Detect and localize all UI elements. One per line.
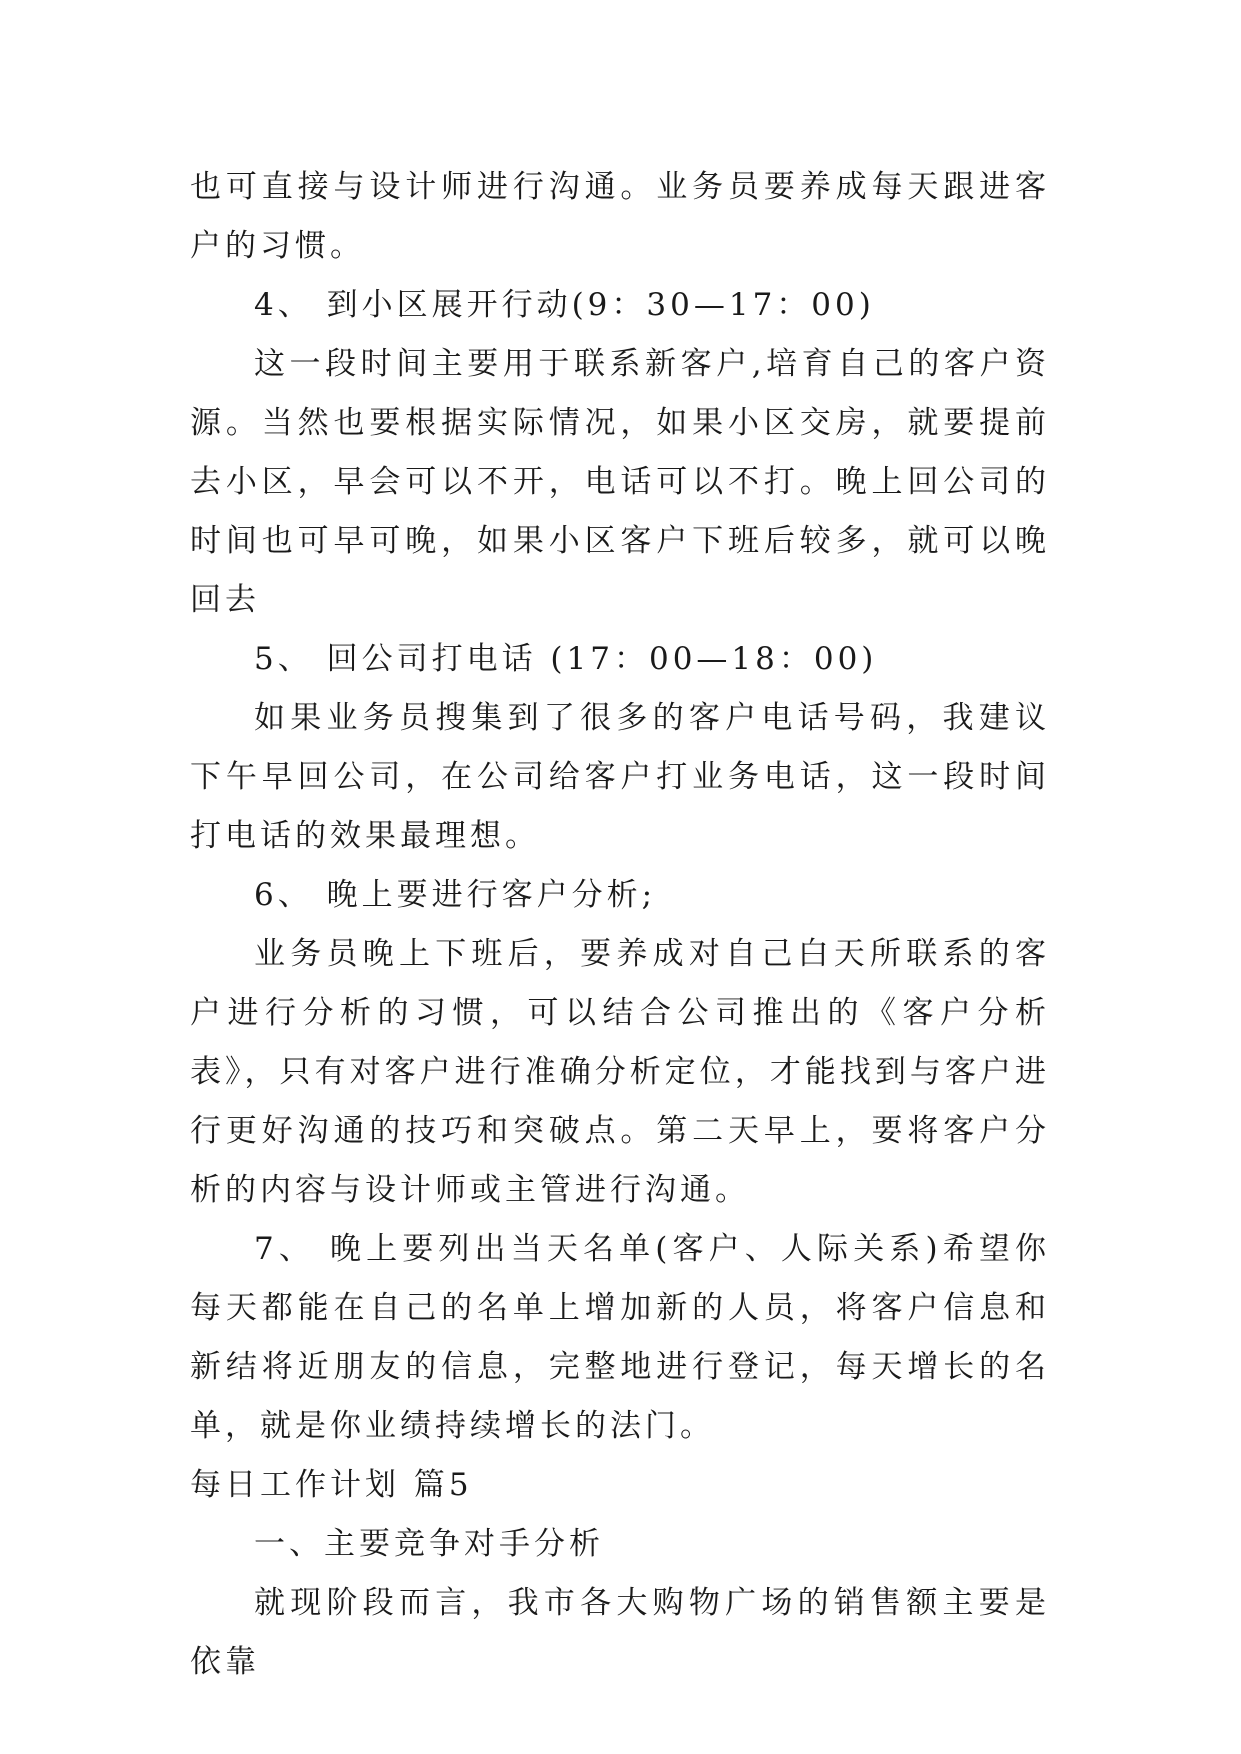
paragraph-community-action: 这一段时间主要用于联系新客户,培育自己的客户资源。当然也要根据实际情况，如果小区交房，就要提前去小区，早会可以不开，电话可以不打。晚上回公司的时间也可早可晚，如果小区客户下班后较多，就可以晚回去: [190, 346, 1050, 618]
list-heading-6: 6、 晚上要进行客户分析;: [254, 877, 657, 913]
paragraph-client-analysis: 业务员晚上下班后，要养成对自己白天所联系的客户进行分析的习惯，可以结合公司推出的《客户分析表》，只有对客户进行准确分析定位，才能找到与客户进行更好沟通的技巧和突破点。第二天早上，要将客户分析的内容与设计师或主管进行沟通。: [190, 936, 1050, 1208]
section-title: 每日工作计划 篇5: [190, 1467, 473, 1503]
paragraph-continuation: 也可直接与设计师进行沟通。业务员要养成每天跟进客户的习惯。: [190, 169, 1050, 264]
paragraph-phone-calls: 如果业务员搜集到了很多的客户电话号码，我建议下午早回公司，在公司给客户打业务电话，这一段时间打电话的效果最理想。: [190, 700, 1050, 854]
list-heading-5: 5、 回公司打电话 (17：00—18：00): [254, 641, 878, 677]
paragraph-competition: 就现阶段而言，我市各大购物广场的销售额主要是依靠: [190, 1585, 1050, 1680]
list-heading-4: 4、 到小区展开行动(9：30—17：00): [254, 287, 875, 323]
document-body: [190, 158, 1050, 1692]
list-heading-7: 7、 晚上要列出当天名单(客户、人际关系)希望你每天都能在自己的名单上增加新的人员，将客户信息和新结将近朋友的信息，完整地进行登记，每天增长的名单，就是你业绩持续增长的法门。: [190, 1231, 1050, 1444]
subsection-heading: 一、主要竞争对手分析: [254, 1526, 604, 1562]
